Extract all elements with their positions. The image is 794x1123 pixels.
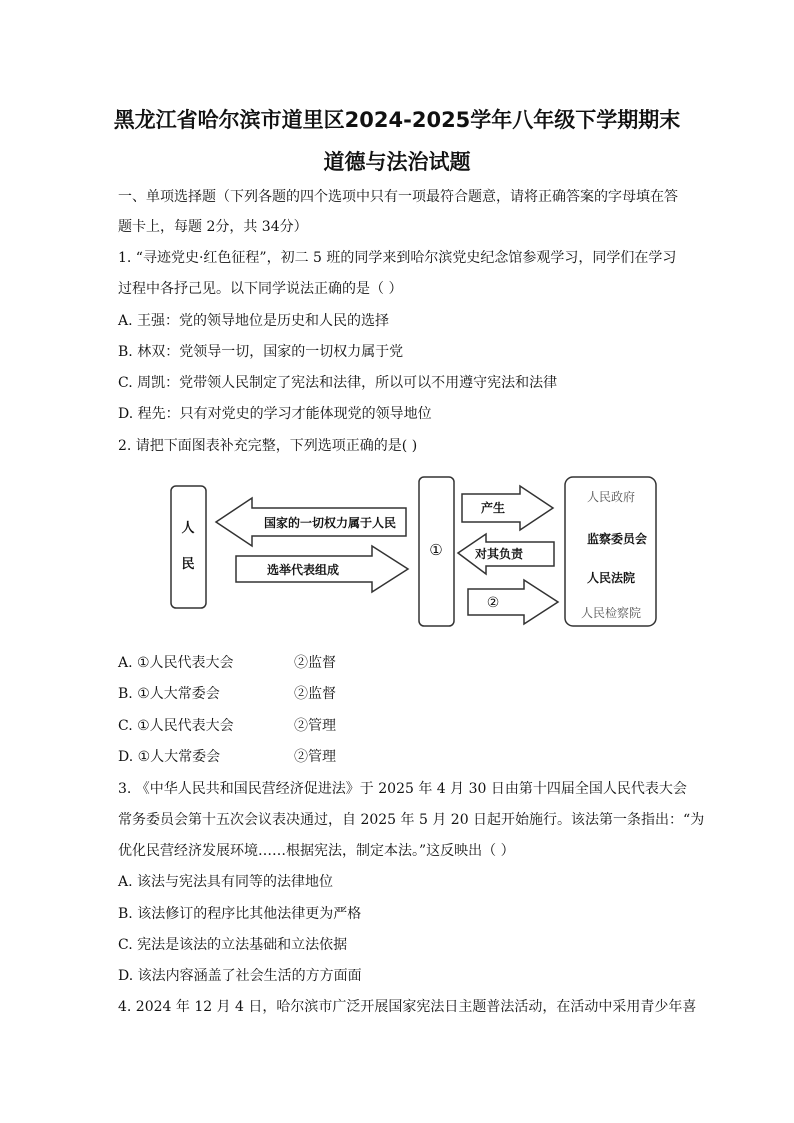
q1-stem-cont: 过程中各抒己见。以下同学说法正确的是（ ）	[118, 281, 403, 297]
arrow-elect-label: 选举代表组成	[266, 563, 340, 577]
q3-option-d: D. 该法内容涵盖了社会生活的方方面面	[118, 968, 362, 984]
organ-supervisory-commission: 监察委员会	[586, 532, 648, 546]
q2-option-c-right: ②管理	[294, 718, 336, 734]
q2-option-b-left: B. ①人大常委会	[118, 686, 220, 702]
center-organ-label: ①	[429, 541, 443, 559]
q1-stem: 1. “寻迹党史·红色征程”，初二 5 班的同学来到哈尔滨党史纪念馆参观学习，同学们在学习	[118, 250, 677, 266]
q3-stem-cont-2: 优化民营经济发展环境……根据宪法，制定本法。”这反映出（ ）	[118, 843, 515, 859]
q2-option-a	[118, 653, 336, 673]
arrow-responsible-label: 对其负责	[474, 547, 524, 561]
q2-option-b-right: ②监督	[294, 686, 336, 702]
q1-option-a: A. 王强：党的领导地位是历史和人民的选择	[118, 313, 390, 329]
document-title-line1: 黑龙江省哈尔滨市道里区2024-2025学年八年级下学期期末	[113, 108, 681, 132]
arrow-produce-label: 产生	[480, 501, 506, 515]
arrow-power-label: 国家的一切权力属于人民	[263, 516, 397, 530]
q2-option-a-left: A. ①人民代表大会	[118, 655, 234, 671]
people-box	[171, 486, 206, 608]
section-heading: 一、单项选择题（下列各题的四个选项中只有一项最符合题意，请将正确答案的字母填在答	[118, 189, 678, 205]
organ-government: 人民政府	[586, 490, 636, 504]
q2-option-d-right: ②管理	[294, 749, 336, 765]
q4-stem: 4. 2024 年 12 月 4 日，哈尔滨市广泛开展国家宪法日主题普法活动，在活动中采用青少年喜	[118, 999, 697, 1015]
q3-option-a: A. 该法与宪法具有同等的法律地位	[118, 874, 334, 890]
q2-option-b	[118, 684, 336, 704]
section-heading-cont: 题卡上，每题 2分，共 34分）	[118, 219, 308, 235]
q1-option-c: C. 周凯：党带领人民制定了宪法和法律，所以可以不用遵守宪法和法律	[118, 375, 558, 391]
q2-option-a-right: ②监督	[294, 655, 336, 671]
q2-option-c	[118, 716, 336, 736]
arrow-blank-2	[468, 580, 558, 624]
document-title-line2: 道德与法治试题	[323, 150, 471, 174]
people-char-1: 人	[181, 521, 195, 536]
people-char-2: 民	[181, 557, 195, 572]
q3-option-c: C. 宪法是该法的立法基础和立法依据	[118, 937, 348, 953]
q3-option-b: B. 该法修订的程序比其他法律更为严格	[118, 906, 362, 922]
arrow-produce	[462, 486, 553, 530]
q2-stem: 2. 请把下面图表补充完整，下列选项正确的是( )	[118, 438, 418, 454]
arrow-blank-label: ②	[486, 595, 500, 611]
organ-court: 人民法院	[586, 571, 636, 585]
q3-stem: 3. 《中华人民共和国民营经济促进法》于 2025 年 4 月 30 日由第十四届全国人民代表大会	[118, 781, 687, 797]
organ-procuratorate: 人民检察院	[580, 606, 642, 620]
state-organs-diagram	[168, 474, 668, 638]
q1-option-b: B. 林双：党领导一切，国家的一切权力属于党	[118, 344, 404, 360]
q2-option-c-left: C. ①人民代表大会	[118, 718, 234, 734]
q2-option-d	[118, 747, 336, 767]
q2-option-d-left: D. ①人大常委会	[118, 749, 221, 765]
q1-option-d: D. 程先：只有对党史的学习才能体现党的领导地位	[118, 406, 432, 422]
q3-stem-cont-1: 常务委员会第十五次会议表决通过，自 2025 年 5 月 20 日起开始施行。该法第一条指出：“为	[118, 812, 705, 828]
